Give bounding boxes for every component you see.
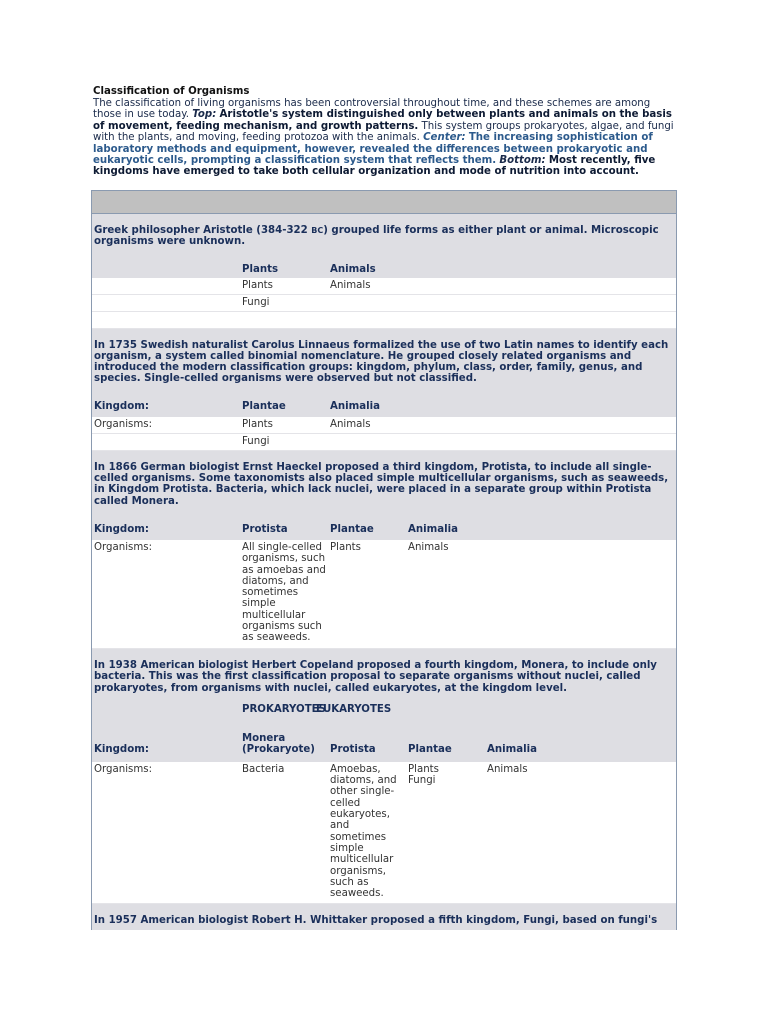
table-row: [92, 295, 676, 312]
haeckel-header-row: [92, 513, 676, 540]
header-cell: Protista: [330, 743, 376, 755]
table-row: [92, 434, 676, 451]
prokaryotes-label: PROKARYOTES: [242, 703, 326, 715]
header-cell: Animalia: [408, 523, 458, 535]
center-label: Center:: [423, 132, 466, 144]
table-row: [92, 417, 676, 434]
aristotle-text-a: Greek philosopher Aristotle (384-322: [94, 225, 308, 236]
header-cell: Animalia: [330, 400, 380, 412]
header-cell: Animalia: [487, 743, 537, 755]
table-cell: Plants: [242, 418, 273, 430]
top-caption: Aristotle's system distinguished only between plants and animals on the basis of movement, feeding mechanism, and growth patterns.: [93, 109, 672, 132]
table-cell: Bacteria: [242, 763, 285, 775]
linnaeus-description: In 1735 Swedish naturalist Carolus Linnaeus formalized the use of two Latin names to identify each organism, a system called binomial nomenclature. He grouped closely related organisms and introduced the modern classification groups: kingdom, phylum, class, order, family, genus, and species. Single-celled organisms were observed but not classified.: [92, 329, 676, 391]
table-row: [92, 540, 676, 649]
header-cell: Kingdom:: [94, 743, 149, 755]
header-cell: Plantae: [242, 400, 286, 412]
table-cell: Organisms:: [94, 418, 152, 430]
table-cell: Plants Fungi: [408, 763, 439, 787]
whittaker-description: In 1957 American biologist Robert H. Whittaker proposed a fifth kingdom, Fungi, based on fungi's: [92, 904, 676, 930]
page-title: Classification of Organisms: [93, 86, 250, 97]
table-cell: Animals: [330, 418, 371, 430]
header-cell: Animals: [330, 263, 376, 275]
header-cell: Protista: [242, 523, 288, 535]
table-cell: Fungi: [242, 435, 270, 447]
table-row: [92, 762, 676, 904]
eukaryotes-label: EUKARYOTES: [316, 703, 392, 715]
table-row: [92, 278, 676, 295]
header-cell: Plantae: [330, 523, 374, 535]
table-cell: All single-celled organisms, such as amoebas and diatoms, and sometimes simple multicellular organisms such as seaweeds.: [242, 541, 326, 644]
table-row-empty: [92, 312, 676, 329]
document-page: [93, 86, 675, 178]
table-cell: Fungi: [242, 296, 270, 308]
table-cell: Organisms:: [94, 541, 152, 553]
copeland-header-row: [92, 723, 676, 762]
aristotle-description: [92, 214, 676, 254]
header-cell: Monera (Prokaryote): [242, 732, 315, 756]
table-cell: Animals: [487, 763, 528, 775]
table-cell: Animals: [330, 279, 371, 291]
bc-label: BC: [311, 226, 324, 235]
table-cell: Amoebas, diatoms, and other single-celled eukaryotes, and sometimes simple multicellular organisms, such as seaweeds.: [330, 763, 397, 900]
header-cell: Plants: [242, 263, 279, 275]
center-caption: The increasing sophistication of laboratory methods and equipment, however, revealed the differences between prokaryotic and eukaryotic cells, prompting a classification system that reflects them.: [93, 132, 653, 167]
linnaeus-header-row: [92, 391, 676, 417]
intro-text-1: The classification of living organisms has been controversial throughout time, and these schemes are among those in use today.: [93, 98, 651, 121]
copeland-description: In 1938 American biologist Herbert Copeland proposed a fourth kingdom, Monera, to include only bacteria. This was the first classification proposal to separate organisms without nuclei, called prokaryotes, from organisms with nuclei, called eukaryotes, at the kingdom level.: [92, 649, 676, 699]
classification-table: [91, 190, 677, 930]
table-cell: Plants: [242, 279, 273, 291]
aristotle-text-b: ) grouped life forms as either plant or animal. Microscopic organisms were unknown.: [94, 225, 659, 248]
haeckel-description: In 1866 German biologist Ernst Haeckel proposed a third kingdom, Protista, to include all single-celled organisms. Some taxonomists also placed simple multicellular organisms, such as seaweeds, in Kingdom Protista. Bacteria, which lack nuclei, were placed in a separate group within Protista called Monera.: [92, 451, 676, 513]
table-header-bar: [92, 190, 676, 214]
table-cell: Animals: [408, 541, 449, 553]
top-label: Top:: [192, 109, 217, 121]
bottom-caption: Most recently, five kingdoms have emerged to take both cellular organization and mode of nutrition into account.: [93, 155, 656, 178]
intro-text-2: This system groups prokaryotes, algae, and fungi with the plants, and moving, feeding protozoa with the animals.: [93, 120, 674, 144]
table-cell: Plants: [330, 541, 361, 553]
header-cell: Kingdom:: [94, 523, 149, 535]
intro-paragraph: [93, 98, 675, 178]
header-cell: Kingdom:: [94, 400, 149, 412]
aristotle-header-row: [92, 254, 676, 278]
bottom-label: Bottom:: [499, 155, 546, 167]
copeland-group-row: [92, 699, 676, 723]
header-cell: Plantae: [408, 743, 452, 755]
table-cell: Organisms:: [94, 763, 152, 775]
